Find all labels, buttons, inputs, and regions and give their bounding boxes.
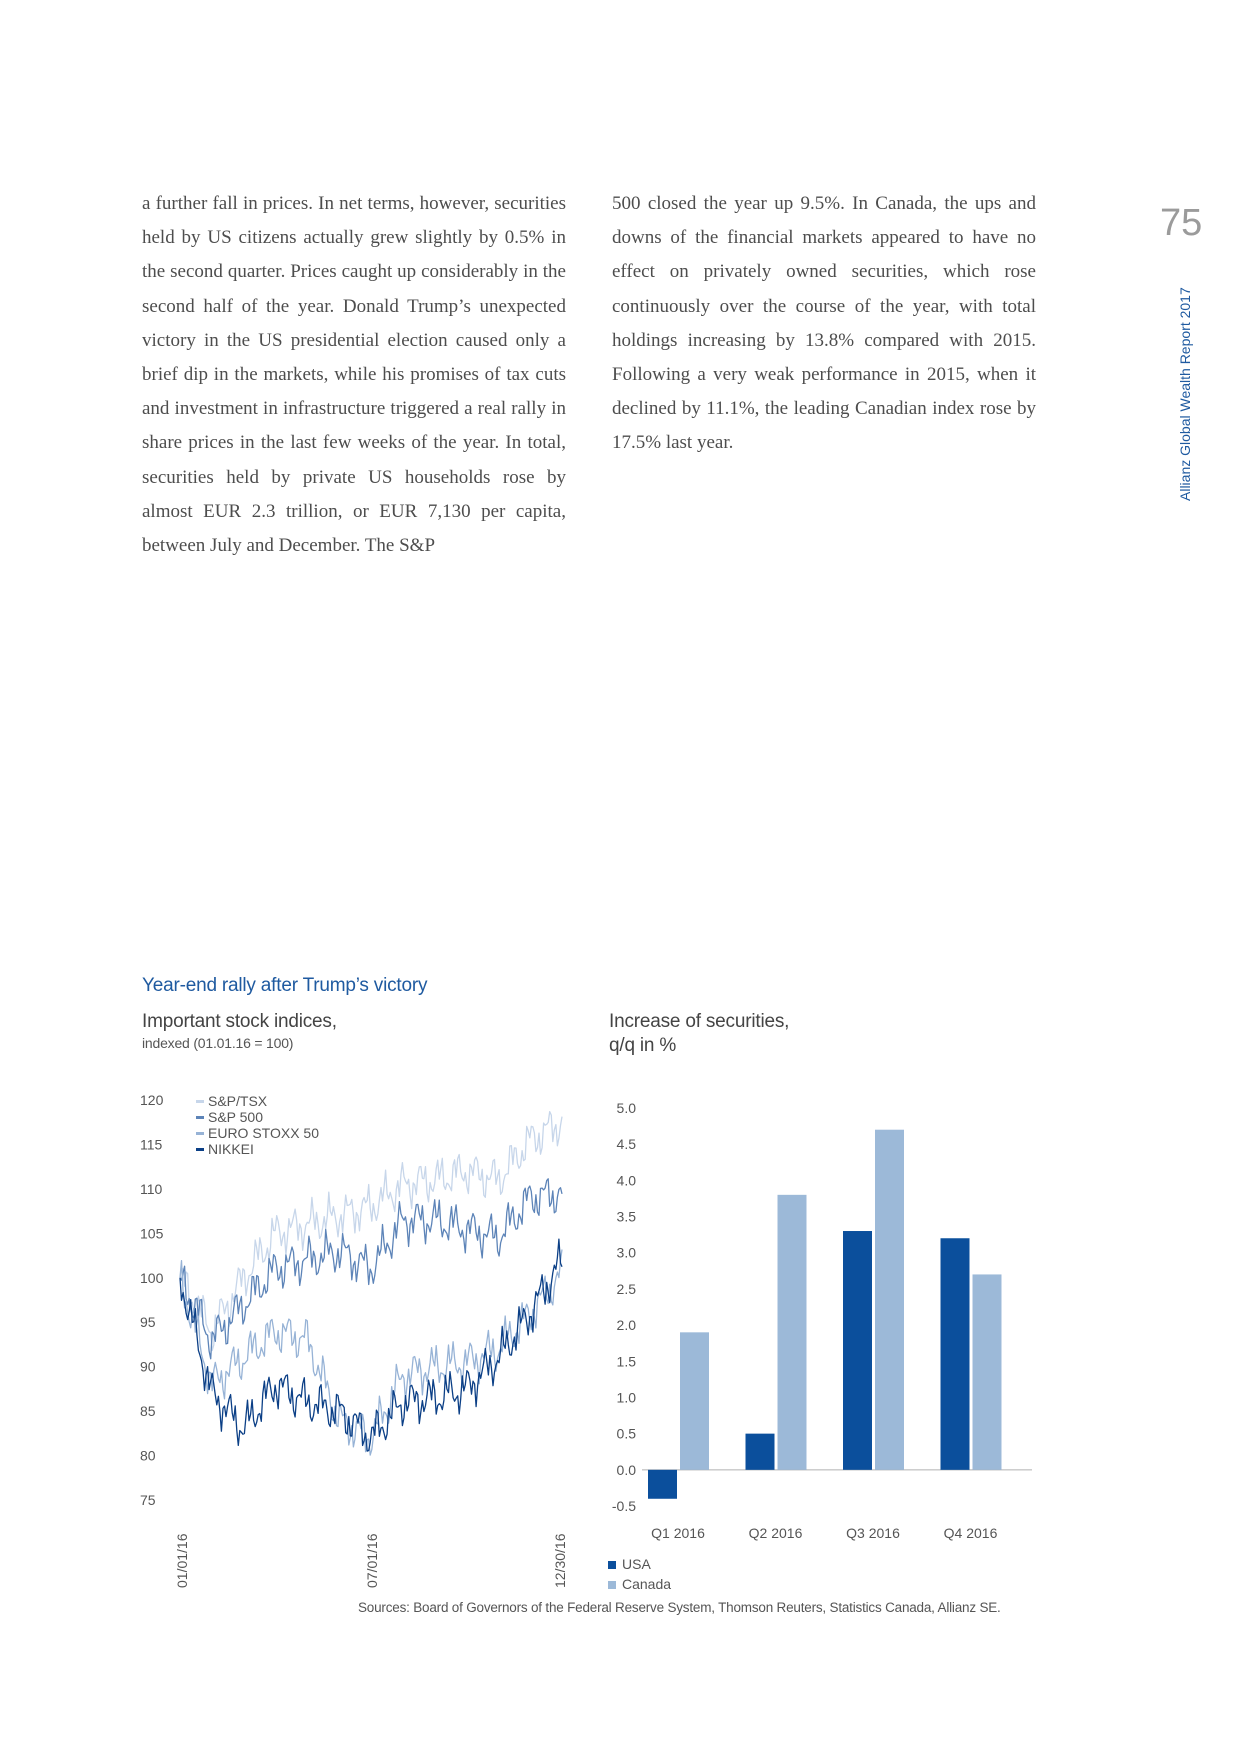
legend-label-usa: USA [622, 1556, 651, 1572]
y-tick-label: 2.0 [616, 1317, 636, 1334]
y-tick-label: 5.0 [616, 1100, 636, 1116]
running-head: Allianz Global Wealth Report 2017 [1177, 287, 1193, 501]
securities-bar-chart [600, 1090, 1040, 1610]
right-chart-subtitle [609, 1010, 789, 1058]
y-tick-label: 105 [140, 1225, 164, 1242]
legend-label-s-p-500: S&P 500 [208, 1109, 264, 1125]
x-category-label: Q4 2016 [943, 1525, 998, 1541]
legend-swatch-euro-stoxx-50 [196, 1132, 204, 1135]
y-tick-label: 4.5 [616, 1136, 636, 1153]
x-category-label: Q2 2016 [748, 1525, 803, 1541]
y-tick-label: 1.5 [616, 1353, 636, 1370]
legend-swatch-nikkei [196, 1148, 204, 1151]
x-category-label: Q3 2016 [846, 1525, 900, 1541]
bar-usa-q4-2016 [941, 1238, 970, 1470]
y-tick-label: 2.5 [616, 1280, 636, 1297]
bar-usa-q3-2016 [843, 1231, 872, 1470]
y-tick-label: 3.0 [616, 1244, 636, 1261]
y-tick-label: 120 [140, 1092, 164, 1108]
legend-label-canada: Canada [622, 1576, 672, 1592]
y-tick-label: 0.0 [616, 1461, 636, 1478]
legend-swatch-s-p-500 [196, 1116, 204, 1119]
bar-canada-q2-2016 [778, 1195, 807, 1470]
stock-index-line-chart [140, 1090, 600, 1590]
y-tick-label: 75 [140, 1492, 156, 1508]
y-tick-label: 3.5 [616, 1208, 636, 1225]
series-line-s-p-500 [180, 1179, 562, 1359]
y-tick-label: -0.5 [611, 1498, 636, 1514]
page-number: 75 [1160, 202, 1203, 244]
sources-note: Sources: Board of Governors of the Federal Reserve System, Thomson Reuters, Statistics Canada, Allianz SE. [358, 1600, 1001, 1615]
legend-label-euro-stoxx-50: EURO STOXX 50 [208, 1125, 320, 1141]
y-tick-label: 85 [140, 1403, 156, 1420]
y-tick-label: 80 [140, 1447, 156, 1464]
bar-canada-q4-2016 [973, 1274, 1002, 1469]
left-chart-subtitle-main: Important stock indices, [142, 1011, 337, 1032]
right-chart-subtitle-line1: Increase of securities, [609, 1011, 790, 1032]
y-tick-label: 0.5 [616, 1425, 636, 1442]
bar-canada-q3-2016 [875, 1130, 904, 1470]
body-text-left: a further fall in prices. In net terms, however, securities held by US citizens actually grew slightly by 0.5% in the second quarter. Prices caught up considerably in the second half of the year. Donald Trump’s unexpected victory in the US presidential election caused only a brief dip in the markets, while his promises of tax cuts and investment in infrastructure triggered a real rally in share prices in the last few weeks of the year. In total, securities held by private US households rose by almost EUR 2.3 trillion, or EUR 7,130 per capita, between July and December. The S&P [142, 193, 566, 557]
left-chart-subtitle-note: indexed (01.01.16 = 100) [142, 1035, 294, 1051]
y-tick-label: 100 [140, 1269, 164, 1286]
y-tick-label: 115 [140, 1136, 163, 1153]
legend-swatch-usa [608, 1561, 616, 1569]
y-tick-label: 95 [140, 1314, 156, 1331]
y-tick-label: 1.0 [616, 1389, 636, 1406]
right-chart-subtitle-line2: q/q in % [609, 1035, 677, 1056]
body-text-right: 500 closed the year up 9.5%. In Canada, the ups and downs of the financial markets appeared to have no effect on privately owned securities, which rose continuously over the course of the year, with total holdings increasing by 13.8% compared with 2015. Following a very weak performance in 2015, when it declined by 11.1%, the leading Canadian index rose by 17.5% last year. [612, 193, 1036, 454]
bar-canada-q1-2016 [680, 1332, 709, 1469]
x-tick-label: 12/30/16 [552, 1533, 568, 1588]
legend-label-nikkei: NIKKEI [208, 1141, 254, 1157]
bar-usa-q1-2016 [648, 1470, 677, 1499]
figure-title: Year-end rally after Trump’s victory [142, 975, 428, 996]
x-tick-label: 07/01/16 [364, 1533, 380, 1588]
y-tick-label: 90 [140, 1358, 156, 1375]
legend-swatch-canada [608, 1581, 616, 1589]
legend-swatch-s-p-tsx [196, 1100, 204, 1103]
x-category-label: Q1 2016 [651, 1525, 705, 1541]
x-tick-label: 01/01/16 [174, 1533, 190, 1588]
bar-usa-q2-2016 [746, 1434, 775, 1470]
legend-label-s-p-tsx: S&P/TSX [208, 1093, 268, 1109]
left-chart-subtitle [142, 1010, 337, 1052]
y-tick-label: 4.0 [616, 1172, 636, 1189]
y-tick-label: 110 [140, 1180, 163, 1197]
